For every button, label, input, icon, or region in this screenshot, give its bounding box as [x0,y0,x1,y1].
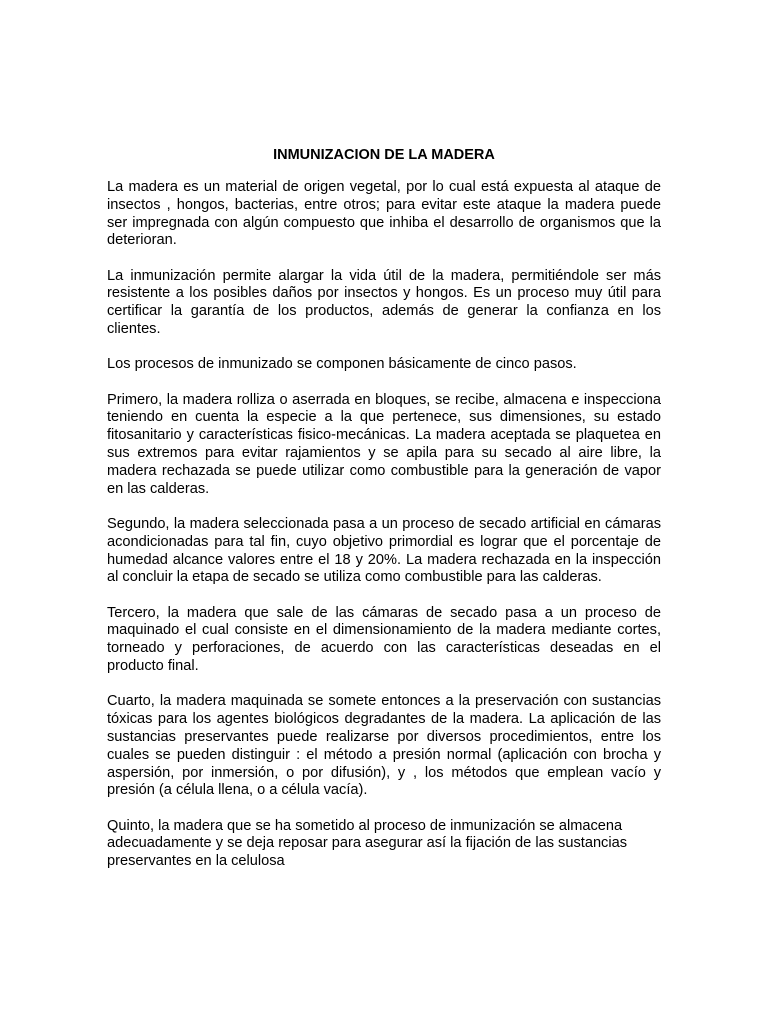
document-title: INMUNIZACION DE LA MADERA [273,147,495,163]
document-page [107,146,661,889]
paragraph-intro: La madera es un material de origen vegetal, por lo cual está expuesta al ataque de insectos , hongos, bacterias, entre otros; para evitar este ataque la madera puede ser impregnada con algún compuesto que inhiba el desarrollo de organismos que la deterioran. [107,179,661,249]
paragraph-step-5: Quinto, la madera que se ha sometido al proceso de inmunización se almacena adecuadamente y se deja reposar para asegurar así la fijación de las sustancias preservantes en la celulosa [107,817,628,870]
paragraph-steps-overview: Los procesos de inmunizado se componen básicamente de cinco pasos. [107,356,577,373]
paragraph-step-3: Tercero, la madera que sale de las cámaras de secado pasa a un proceso de maquinado el cual consiste en el dimensionamiento de la madera mediante cortes, torneado y perforaciones, de acuerdo con las características deseadas en el producto final. [107,604,661,675]
paragraph-step-4: Cuarto, la madera maquinada se somete entonces a la preservación con sustancias tóxicas para los agentes biológicos degradantes de la madera. La aplicación de las sustancias preservantes puede realizarse por diversos procedimientos, entre los cuales se pueden distinguir : el método a presión normal (aplicación con brocha y aspersión, por inmersión, o por difusión), y , los métodos que emplean vacío y presión (a célula llena, o a célula vacía). [107,693,661,799]
paragraph-step-1: Primero, la madera rolliza o aserrada en bloques, se recibe, almacena e inspecciona teniendo en cuenta la especie a la que pertenece, sus dimensiones, su estado fitosanitario y características fisico-mecánicas. La madera aceptada se plaquetea en sus extremos para evitar rajamientos y se apila para su secado al aire libre, la madera rechazada se puede utilizar como combustible para la generación de vapor en las calderas. [107,391,661,497]
paragraph-benefits: La inmunización permite alargar la vida útil de la madera, permitiéndole ser más resistente a los posibles daños por insectos y hongos. Es un proceso muy útil para certificar la garantía de los productos, además de generar la confianza en los clientes. [107,267,661,338]
paragraph-step-2: Segundo, la madera seleccionada pasa a un proceso de secado artificial en cámaras acondicionadas para tal fin, cuyo objetivo primordial es lograr que el porcentaje de humedad alcance valores entre el 18 y 20%. La madera rechazada en la inspección al concluir la etapa de secado se utiliza como combustible para las calderas. [107,515,661,586]
